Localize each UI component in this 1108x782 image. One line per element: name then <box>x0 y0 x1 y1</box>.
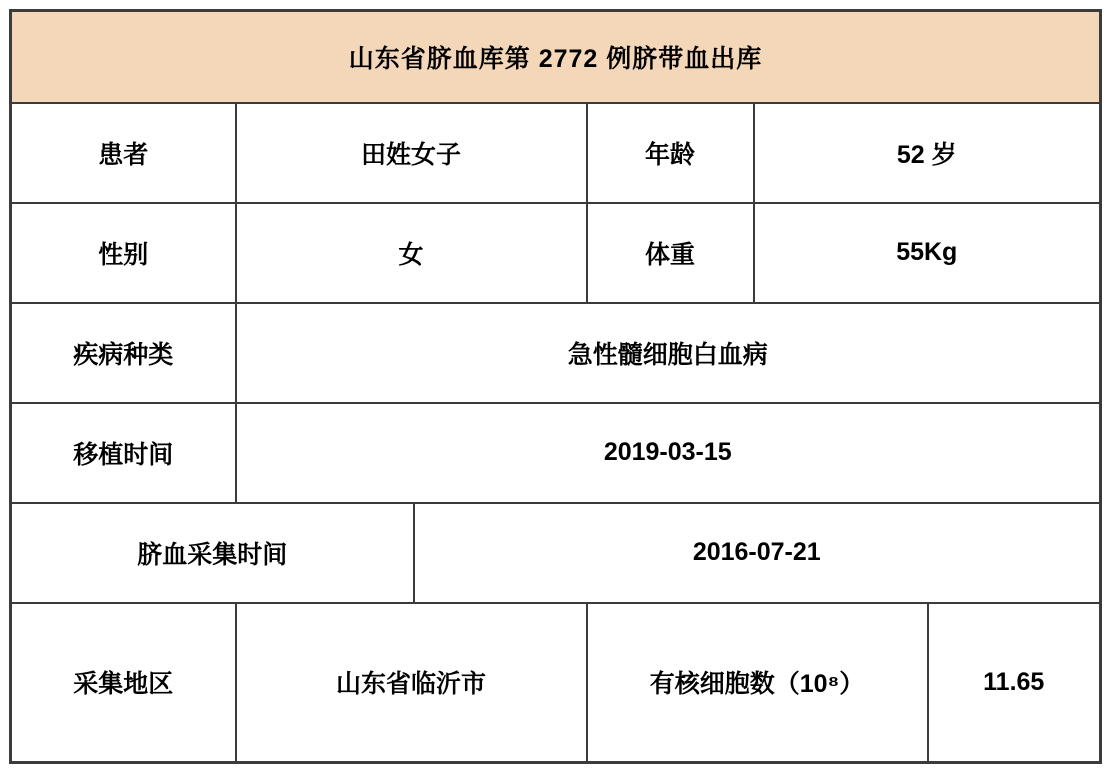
patient-label-cell: 患者 <box>11 103 236 203</box>
transplant-date-label-cell: 移植时间 <box>11 403 236 503</box>
cord-blood-release-table <box>9 9 1102 764</box>
table-row-gender <box>11 203 1101 303</box>
collection-region-label-cell: 采集地区 <box>11 603 236 763</box>
disease-label-cell: 疾病种类 <box>11 303 236 403</box>
weight-label-cell: 体重 <box>587 203 754 303</box>
collection-region-value-cell: 山东省临沂市 <box>236 603 587 763</box>
collection-date-value-cell: 2016-07-21 <box>414 503 1101 603</box>
patient-value-cell: 田姓女子 <box>236 103 587 203</box>
table-row-patient <box>11 103 1101 203</box>
disease-value-cell: 急性髓细胞白血病 <box>236 303 1101 403</box>
table-row-collection-date <box>11 503 1101 603</box>
age-value-cell: 52 岁 <box>754 103 1101 203</box>
age-label-cell: 年龄 <box>587 103 754 203</box>
transplant-date-value-cell: 2019-03-15 <box>236 403 1101 503</box>
table-row-collection-region <box>11 603 1101 763</box>
page-title: 山东省脐血库第 2772 例脐带血出库 <box>11 11 1101 103</box>
collection-date-label-cell: 脐血采集时间 <box>11 503 414 603</box>
header-row <box>11 11 1101 103</box>
table-row-transplant-date <box>11 403 1101 503</box>
nucleated-cells-label-cell: 有核细胞数（10⁸） <box>587 603 928 763</box>
cord-blood-record <box>9 9 1102 764</box>
nucleated-cells-value-cell: 11.65 <box>928 603 1101 763</box>
weight-value-cell: 55Kg <box>754 203 1101 303</box>
gender-label-cell: 性别 <box>11 203 236 303</box>
table-row-disease <box>11 303 1101 403</box>
gender-value-cell: 女 <box>236 203 587 303</box>
